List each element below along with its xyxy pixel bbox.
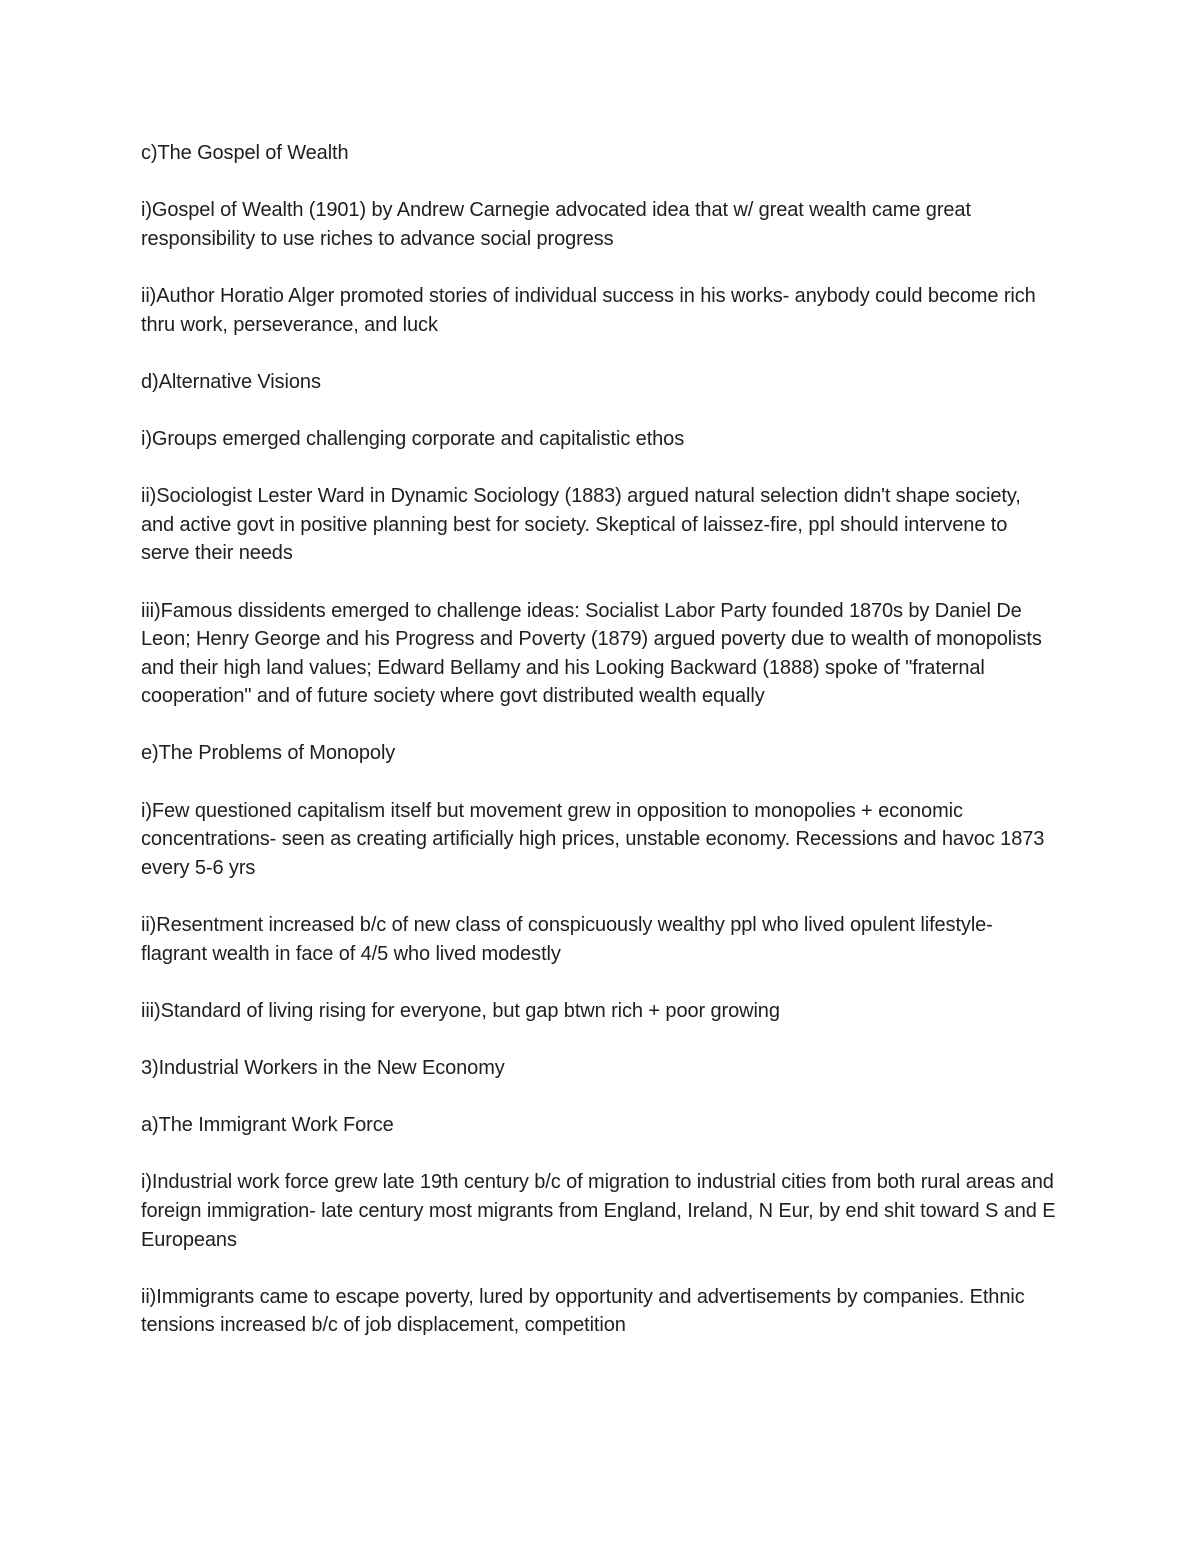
section-heading-gospel-of-wealth: c)The Gospel of Wealth [141,142,349,164]
document-page [141,139,1056,1369]
section-heading-alternative-visions: d)Alternative Visions [141,370,321,393]
section-heading-problems-of-monopoly: e)The Problems of Monopoly [141,742,396,765]
section-heading-industrial-workers: 3)Industrial Workers in the New Economy [141,1057,505,1079]
note-paragraph: ii)Immigrants came to escape poverty, lured by opportunity and advertisements by companies. Ethnic tensions increased b/c of job displacement, competition [141,1285,1025,1337]
note-paragraph: i)Industrial work force grew late 19th century b/c of migration to industrial cities from both rural areas and foreign immigration- late century most migrants from England, Ireland, N Eur, by end shit toward S and E Europeans [141,1171,1056,1251]
section-heading-immigrant-work-force: a)The Immigrant Work Force [141,1114,394,1137]
note-paragraph: iii)Standard of living rising for everyone, but gap btwn rich + poor growing [141,999,780,1022]
note-paragraph: ii)Author Horatio Alger promoted stories of individual success in his works- anybody could become rich thru work, perseverance, and luck [141,284,1036,336]
note-paragraph: iii)Famous dissidents emerged to challenge ideas: Socialist Labor Party founded 1870s by Daniel De Leon; Henry George and his Progress and Poverty (1879) argued poverty due to wealth of monopolists and their high land values; Edward Bellamy and his Looking Backward (1888) spoke of "fraternal cooperation" and of future society where govt distributed wealth equally [141,599,1042,708]
note-paragraph: ii)Sociologist Lester Ward in Dynamic Sociology (1883) argued natural selection didn't shape society, and active govt in positive planning best for society. Skeptical of laissez-fire, ppl should intervene to serve their needs [141,485,1021,565]
note-paragraph: i)Gospel of Wealth (1901) by Andrew Carnegie advocated idea that w/ great wealth came great responsibility to use riches to advance social progress [141,199,971,250]
note-paragraph: i)Few questioned capitalism itself but movement grew in opposition to monopolies + economic concentrations- seen as creating artificially high prices, unstable economy. Recessions and havoc 1873 every 5-6 yrs [141,799,1045,879]
note-paragraph: ii)Resentment increased b/c of new class of conspicuously wealthy ppl who lived opulent lifestyle- flagrant wealth in face of 4/5 who lived modestly [141,914,993,965]
note-paragraph: i)Groups emerged challenging corporate and capitalistic ethos [141,427,685,450]
